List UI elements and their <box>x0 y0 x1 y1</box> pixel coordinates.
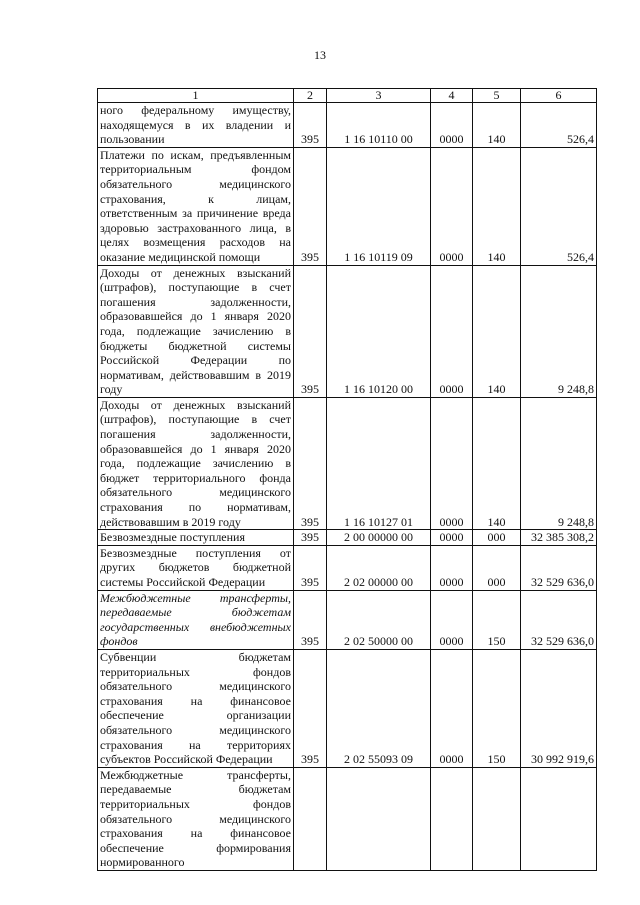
budget-code <box>327 767 431 870</box>
table-row <box>98 767 597 870</box>
table-row <box>98 545 597 590</box>
row-description: ного федеральному имуществу, находящемуся в их владении и пользовании <box>98 103 294 148</box>
budget-code: 1 16 10119 09 <box>327 147 431 265</box>
admin-code: 395 <box>294 530 327 546</box>
subtype-code: 0000 <box>431 530 473 546</box>
amount: 526,4 <box>521 103 597 148</box>
amount: 30 992 919,6 <box>521 649 597 767</box>
admin-code: 395 <box>294 545 327 590</box>
admin-code <box>294 767 327 870</box>
amount: 9 248,8 <box>521 397 597 529</box>
kind-code: 150 <box>473 590 521 649</box>
budget-code: 1 16 10127 01 <box>327 397 431 529</box>
table-row <box>98 103 597 148</box>
row-description: Безвозмездные поступления от других бюджетов бюджетной системы Российской Федерации <box>98 545 294 590</box>
amount <box>521 767 597 870</box>
amount: 32 529 636,0 <box>521 590 597 649</box>
row-description: Межбюджетные трансферты, передаваемые бюджетам территориальных фондов обязательного медицинского страхования на финансовое обеспечение формирования нормированного <box>98 767 294 870</box>
table-row <box>98 265 597 397</box>
subtype-code: 0000 <box>431 397 473 529</box>
page-number: 13 <box>314 48 326 62</box>
budget-code: 1 16 10110 00 <box>327 103 431 148</box>
amount: 32 529 636,0 <box>521 545 597 590</box>
column-header: 6 <box>521 89 597 103</box>
column-header: 5 <box>473 89 521 103</box>
amount: 32 385 308,2 <box>521 530 597 546</box>
subtype-code: 0000 <box>431 265 473 397</box>
subtype-code: 0000 <box>431 590 473 649</box>
admin-code: 395 <box>294 265 327 397</box>
row-description: Доходы от денежных взысканий (штрафов), поступающие в счет погашения задолженности, образовавшейся до 1 января 2020 года, подлежащие зачислению в бюджеты бюджетной системы Российской Федерации по нормативам, действовавшим в 2019 году <box>98 265 294 397</box>
header-row <box>98 89 597 103</box>
table-row <box>98 397 597 529</box>
budget-table <box>97 88 597 871</box>
budget-code: 2 02 50000 00 <box>327 590 431 649</box>
admin-code: 395 <box>294 649 327 767</box>
kind-code: 140 <box>473 397 521 529</box>
budget-code: 2 00 00000 00 <box>327 530 431 546</box>
column-header: 2 <box>294 89 327 103</box>
table-row <box>98 649 597 767</box>
column-header: 3 <box>327 89 431 103</box>
table-row <box>98 590 597 649</box>
column-header: 1 <box>98 89 294 103</box>
table-row <box>98 530 597 546</box>
subtype-code <box>431 767 473 870</box>
row-description: Безвозмездные поступления <box>98 530 294 546</box>
amount: 9 248,8 <box>521 265 597 397</box>
table-row <box>98 147 597 265</box>
kind-code: 140 <box>473 265 521 397</box>
kind-code: 000 <box>473 545 521 590</box>
subtype-code: 0000 <box>431 649 473 767</box>
budget-code: 2 02 00000 00 <box>327 545 431 590</box>
subtype-code: 0000 <box>431 147 473 265</box>
kind-code: 150 <box>473 649 521 767</box>
budget-code: 2 02 55093 09 <box>327 649 431 767</box>
row-description: Субвенции бюджетам территориальных фондов обязательного медицинского страхования на финансовое обеспечение организации обязательного медицинского страхования на территориях субъектов Российской Федерации <box>98 649 294 767</box>
subtype-code: 0000 <box>431 545 473 590</box>
column-header: 4 <box>431 89 473 103</box>
kind-code: 000 <box>473 530 521 546</box>
kind-code <box>473 767 521 870</box>
subtype-code: 0000 <box>431 103 473 148</box>
amount: 526,4 <box>521 147 597 265</box>
kind-code: 140 <box>473 147 521 265</box>
kind-code: 140 <box>473 103 521 148</box>
admin-code: 395 <box>294 103 327 148</box>
row-description: Платежи по искам, предъявленным территориальным фондом обязательного медицинского страхования, к лицам, ответственным за причинение вреда здоровью застрахованного лица, в целях возмещения расходов на оказание медицинской помощи <box>98 147 294 265</box>
row-description: Доходы от денежных взысканий (штрафов), поступающие в счет погашения задолженности, образовавшейся до 1 января 2020 года, подлежащие зачислению в бюджет территориального фонда обязательного медицинского страхования по нормативам, действовавшим в 2019 году <box>98 397 294 529</box>
admin-code: 395 <box>294 147 327 265</box>
admin-code: 395 <box>294 590 327 649</box>
budget-code: 1 16 10120 00 <box>327 265 431 397</box>
row-description: Межбюджетные трансферты, передаваемые бюджетам государственных внебюджетных фондов <box>98 590 294 649</box>
admin-code: 395 <box>294 397 327 529</box>
